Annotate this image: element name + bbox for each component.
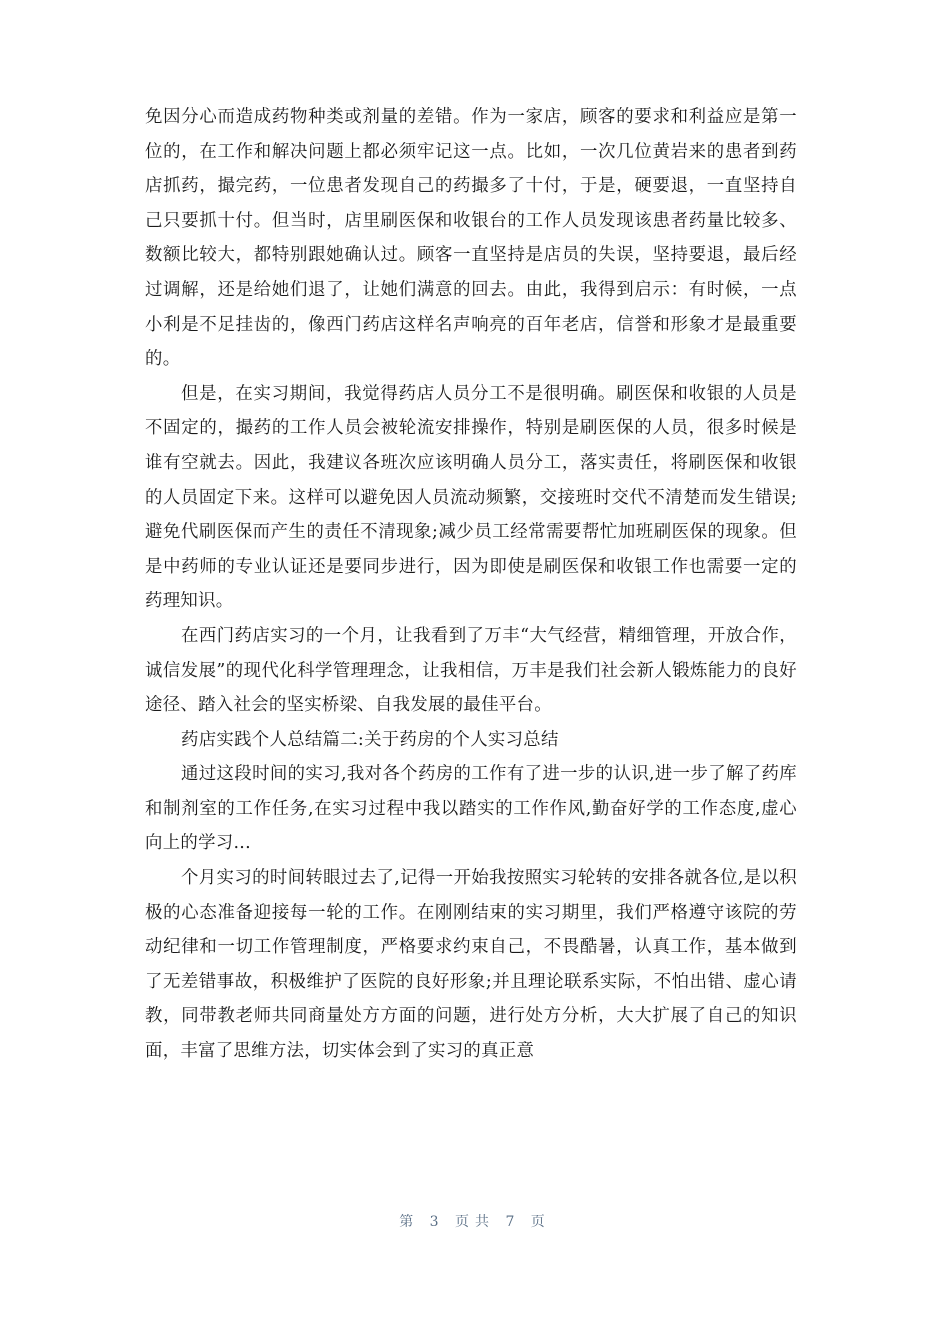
document-body [145, 100, 797, 1069]
page-number-footer: 第 3 页共 7 页 [399, 1214, 551, 1230]
paragraph-2: 但是，在实习期间，我觉得药店人员分工不是很明确。刷医保和收银的人员是不固定的，撮药的工作人员会被轮流安排操作，特别是刷医保的人员，很多时候是谁有空就去。因此，我建议各班次应该明确人员分工，落实责任，将刷医保和收银的人员固定下来。这样可以避免因人员流动频繁，交接班时交代不清楚而发生错误;避免代刷医保而产生的责任不清现象;减少员工经常需要帮忙加班刷医保的现象。但是中药师的专业认证还是要同步进行，因为即使是刷医保和收银工作也需要一定的药理知识。 [145, 383, 797, 612]
paragraph-3: 在西门药店实习的一个月，让我看到了万丰“大气经营，精细管理，开放合作，诚信发展”的现代化科学管理理念，让我相信，万丰是我们社会新人锻炼能力的良好途径、踏入社会的坚实桥梁、自我发展的最佳平台。 [145, 625, 797, 716]
section-heading: 药店实践个人总结篇二:关于药房的个人实习总结 [181, 729, 559, 750]
paragraph-1: 免因分心而造成药物种类或剂量的差错。作为一家店，顾客的要求和利益应是第一位的，在工作和解决问题上都必须牢记这一点。比如，一次几位黄岩来的患者到药店抓药，撮完药，一位患者发现自己的药撮多了十付，于是，硬要退，一直坚持自己只要抓十付。但当时，店里刷医保和收银台的工作人员发现该患者药量比较多、数额比较大，都特别跟她确认过。顾客一直坚持是店员的失误，坚持要退，最后经过调解，还是给她们退了，让她们满意的回去。由此，我得到启示：有时候，一点小利是不足挂齿的，像西门药店这样名声响亮的百年老店，信誉和形象才是最重要的。 [145, 107, 797, 370]
paragraph-5: 个月实习的时间转眼过去了,记得一开始我按照实习轮转的安排各就各位,是以积极的心态准备迎接每一轮的工作。在刚刚结束的实习期里，我们严格遵守该院的劳动纪律和一切工作管理制度，严格要求约束自己，不畏酷暑，认真工作，基本做到了无差错事故，积极维护了医院的良好形象;并且理论联系实际，不怕出错、虚心请教，同带教老师共同商量处方方面的问题，进行处方分析，大大扩展了自己的知识面，丰富了思维方法，切实体会到了实习的真正意 [145, 868, 797, 1062]
paragraph-4: 通过这段时间的实习,我对各个药房的工作有了进一步的认识,进一步了解了药库和制剂室的工作任务,在实习过程中我以踏实的工作作风,勤奋好学的工作态度,虚心向上的学习... [145, 764, 797, 854]
